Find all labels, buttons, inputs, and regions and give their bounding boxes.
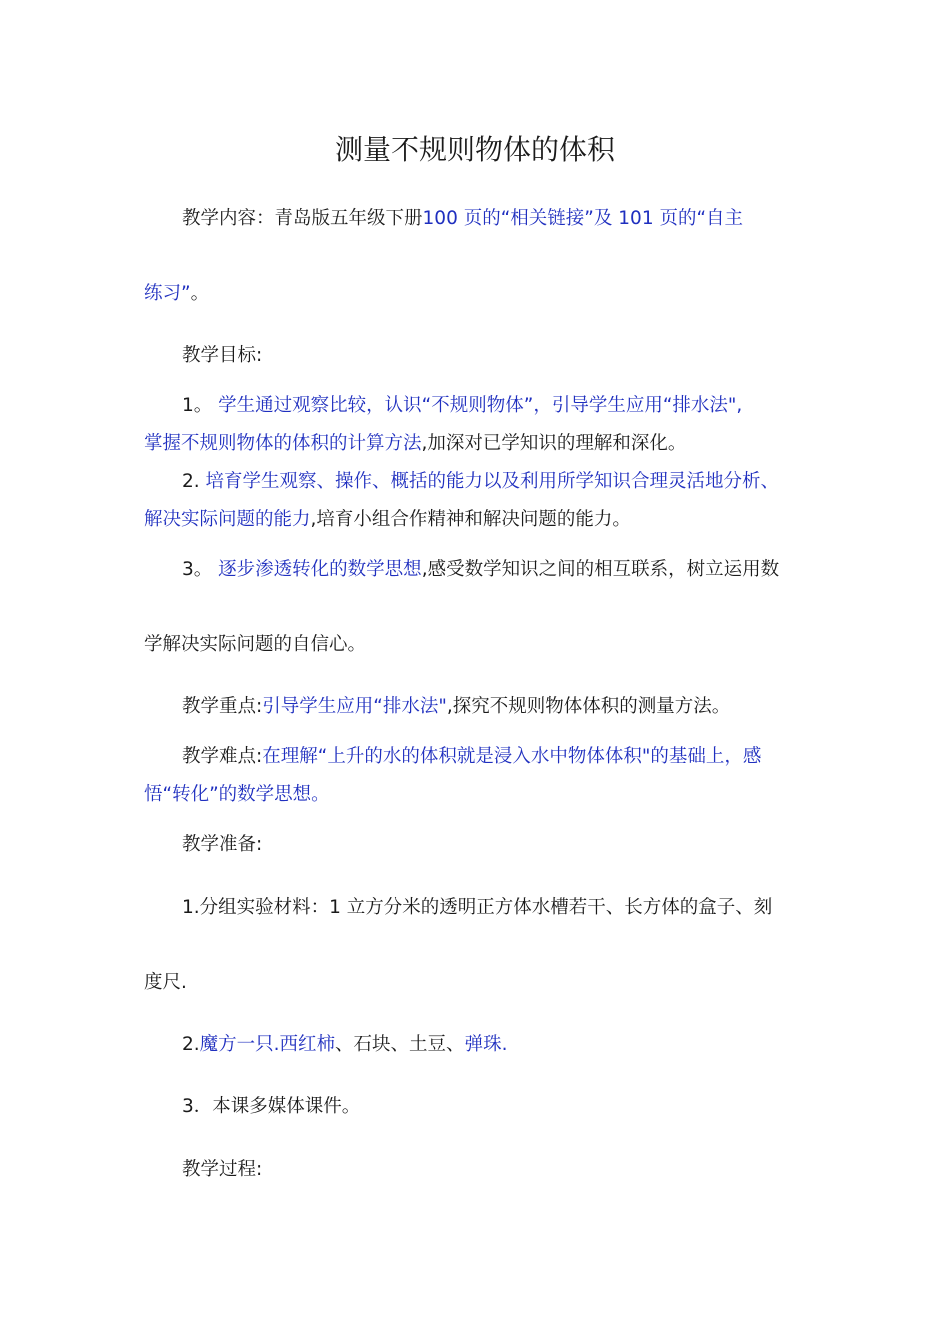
preparation-1-line-1: 1.分组实验材料：1 立方分米的透明正方体水槽若干、长方体的盒子、刻 xyxy=(182,897,773,918)
teaching-content-highlight-cont: 练习” xyxy=(144,283,191,304)
teaching-content-line-2 xyxy=(144,281,209,307)
objective-2-highlight-cont: 解决实际问题的能力 xyxy=(144,509,311,530)
objective-3-highlight: 逐步渗透转化的数学思想 xyxy=(218,559,422,580)
objective-1-number: 1。 xyxy=(182,395,213,416)
process-heading: 教学过程: xyxy=(182,1159,263,1180)
preparation-3-line: 3．本课多媒体课件。 xyxy=(182,1096,361,1117)
preparation-heading: 教学准备: xyxy=(182,834,263,855)
document-title: 测量不规则物体的体积 xyxy=(334,133,615,166)
objective-3-text: ,感受数学知识之间的相互联系，树立运用数 xyxy=(421,559,780,580)
objective-1-highlight-cont: 掌握不规则物体的体积的计算方法 xyxy=(144,433,422,454)
preparation-2-line xyxy=(182,1032,507,1058)
difficulty-label: 教学难点: xyxy=(182,746,263,767)
objective-1-highlight: 学生通过观察比较，认识“不规则物体”，引导学生应用“排水法", xyxy=(218,395,743,416)
teaching-content-period: 。 xyxy=(190,283,210,304)
objective-2-number: 2. xyxy=(182,471,200,492)
objective-2-line-1 xyxy=(182,469,779,495)
objective-2-text: ,培育小组合作精神和解决问题的能力。 xyxy=(310,509,631,530)
key-point-label: 教学重点: xyxy=(182,696,263,717)
difficulty-highlight: 在理解“上升的水的体积就是浸入水中物体体积"的基础上，感 xyxy=(262,746,762,767)
teaching-content-label: 教学内容： xyxy=(182,208,275,229)
objective-2-line-2 xyxy=(144,507,631,533)
preparation-1-line-2: 度尺. xyxy=(144,972,187,993)
teaching-content-text: 青岛版五年级下册 xyxy=(274,208,423,229)
teaching-content-highlight: 100 页的“相关链接”及 101 页的“自主 xyxy=(422,208,744,229)
objective-1-line-2 xyxy=(144,431,686,457)
difficulty-line-1 xyxy=(182,744,761,770)
objective-3-line-2: 学解决实际问题的自信心。 xyxy=(144,634,367,655)
objective-1-line-1 xyxy=(182,393,742,419)
key-point-line xyxy=(182,694,730,720)
objectives-heading: 教学目标: xyxy=(182,345,263,366)
objective-3-number: 3。 xyxy=(182,559,213,580)
objective-3-line-1 xyxy=(182,557,779,583)
key-point-text: ,探究不规则物体体积的测量方法。 xyxy=(446,696,731,717)
preparation-2-number: 2. xyxy=(182,1034,200,1055)
preparation-2-highlight-b: 弹珠. xyxy=(464,1034,508,1055)
preparation-2-highlight-a: 魔方一只.西红柿 xyxy=(199,1034,336,1055)
preparation-2-text: 、石块、土豆、 xyxy=(335,1034,465,1055)
key-point-highlight: 引导学生应用“排水法" xyxy=(262,696,447,717)
objective-2-highlight: 培育学生观察、操作、概括的能力以及利用所学知识合理灵活地分析、 xyxy=(205,471,780,492)
teaching-content-line-1 xyxy=(182,206,743,232)
difficulty-line-2: 悟“转化”的数学思想。 xyxy=(144,784,330,805)
objective-1-text: ,加深对已学知识的理解和深化。 xyxy=(421,433,687,454)
